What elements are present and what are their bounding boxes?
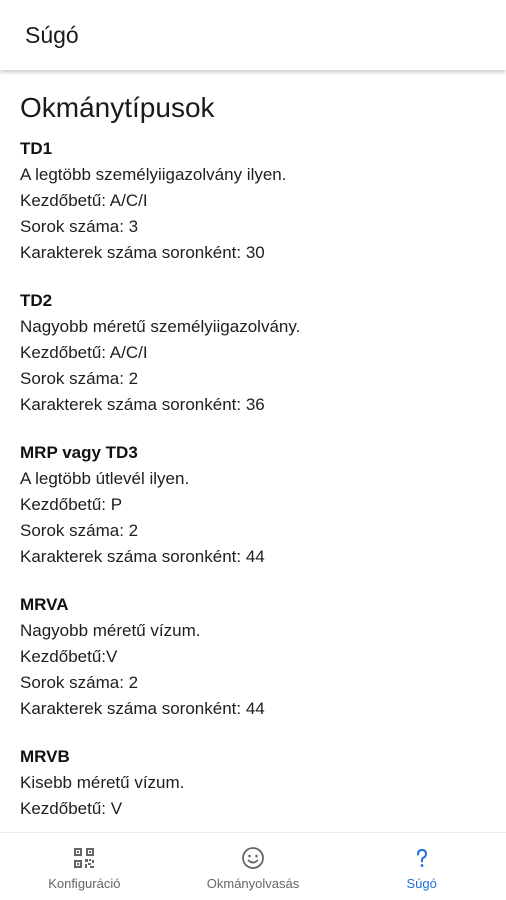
nav-label: Konfiguráció [48, 876, 121, 891]
document-type-rows: Sorok száma: 3 [20, 217, 139, 236]
document-type-td1 [20, 136, 486, 266]
bottom-navigation [0, 832, 506, 900]
document-type-initial: Kezdőbetű: A/C/I [20, 191, 148, 210]
document-type-description: Nagyobb méretű vízum. [20, 621, 201, 640]
document-type-rows: Sorok száma: 2 [20, 521, 139, 540]
document-type-name: TD1 [20, 139, 53, 158]
document-type-chars: Karakterek száma soronként: 44 [20, 699, 265, 718]
document-type-initial: Kezdőbetű: V [20, 799, 123, 818]
section-heading: Okmánytípusok [20, 92, 215, 123]
nav-item-help[interactable] [337, 833, 506, 900]
nav-label: Okmányolvasás [206, 876, 300, 891]
smiley-face-icon [240, 845, 266, 871]
document-type-td2 [20, 288, 486, 418]
document-type-name: TD2 [20, 291, 53, 310]
document-type-chars: Karakterek száma soronként: 36 [20, 395, 265, 414]
document-type-name: MRVB [20, 747, 70, 766]
qr-code-icon [71, 845, 97, 871]
document-type-initial: Kezdőbetű: A/C/I [20, 343, 148, 362]
document-type-name: MRVA [20, 595, 69, 614]
document-type-description: Nagyobb méretű személyiigazolvány. [20, 317, 301, 336]
app-bar [0, 0, 506, 70]
document-type-rows: Sorok száma: 2 [20, 673, 139, 692]
document-type-chars: Karakterek száma soronként: 44 [20, 547, 265, 566]
document-type-td3 [20, 440, 486, 570]
document-type-description: A legtöbb útlevél ilyen. [20, 469, 190, 488]
help-content[interactable] [0, 70, 506, 832]
document-type-name: MRP vagy TD3 [20, 443, 138, 462]
document-type-rows: Sorok száma: 2 [20, 369, 139, 388]
document-type-mrvb [20, 744, 486, 822]
nav-item-document-reading[interactable] [169, 833, 338, 900]
document-type-initial: Kezdőbetű:V [20, 647, 118, 666]
nav-item-configuration[interactable] [0, 833, 169, 900]
document-type-initial: Kezdőbetű: P [20, 495, 123, 514]
document-type-chars: Karakterek száma soronként: 30 [20, 243, 265, 262]
document-type-description: Kisebb méretű vízum. [20, 773, 185, 792]
page-title: Súgó [25, 22, 79, 48]
document-type-description: A legtöbb személyiigazolvány ilyen. [20, 165, 287, 184]
question-mark-icon [409, 845, 435, 871]
nav-label: Súgó [406, 876, 437, 891]
document-type-mrva [20, 592, 486, 722]
